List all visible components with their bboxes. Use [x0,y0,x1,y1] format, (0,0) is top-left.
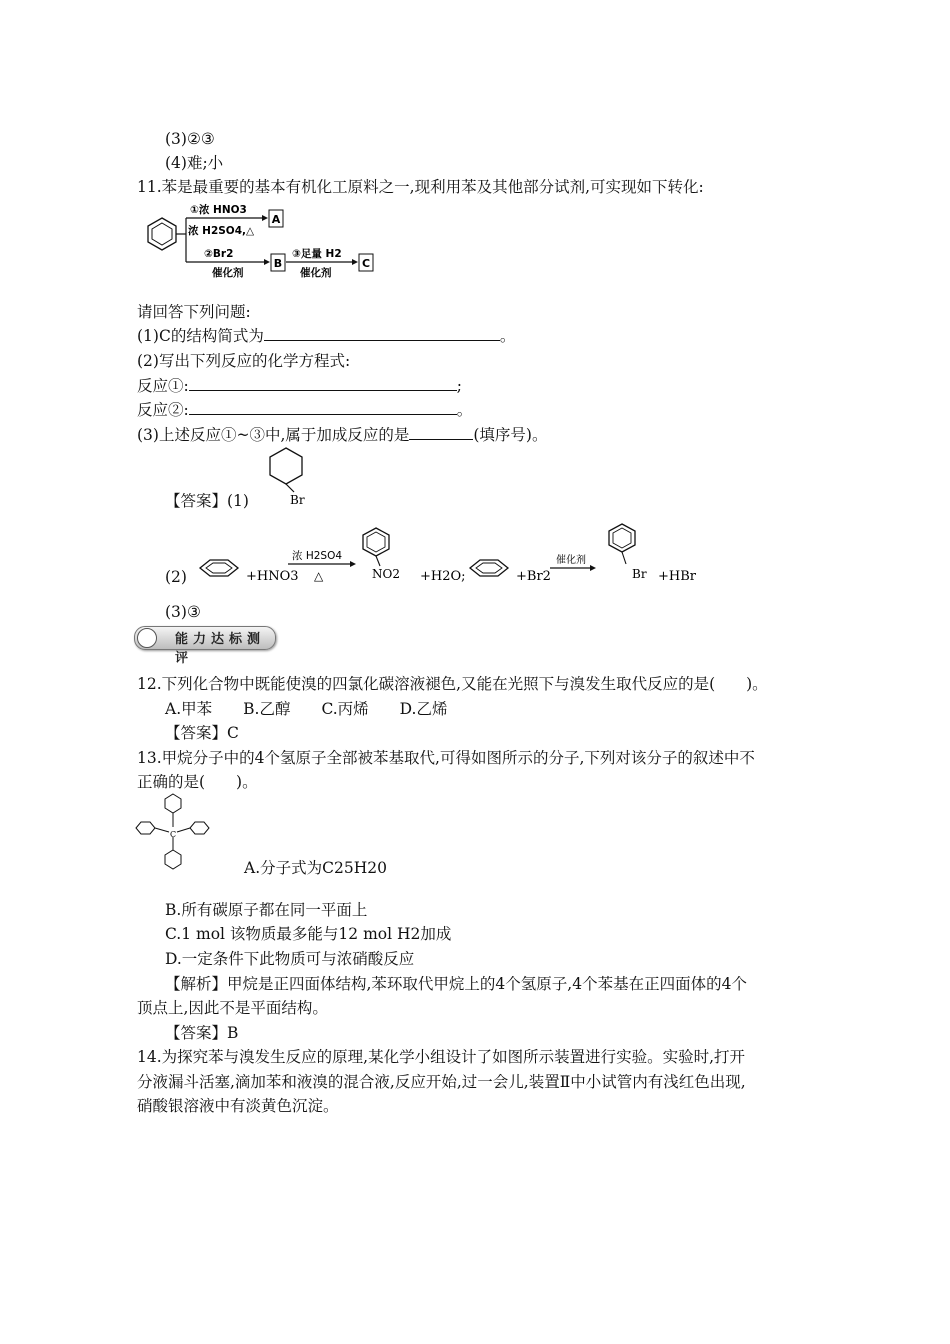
question-14-line3: 硝酸银溶液中有淡黄色沉淀。 [137,1097,339,1115]
answer-blank-addition[interactable] [409,425,473,440]
scheme-step2-bottom: 催化剂 [212,267,244,279]
banner-title: 能力达标测评 [175,632,266,666]
answer-blank-reaction2[interactable] [189,400,457,415]
question-11-part1: (1)C的结构简式为 。 [137,327,516,345]
answer-blank-reaction1[interactable] [189,376,457,391]
answer-13: 【答案】B [165,1024,239,1042]
scheme-box-a: A [271,213,281,226]
answer-11-3: (3)③ [165,603,201,621]
condition-catalyst: 催化剂 [556,555,586,566]
no2-label: NO2 [372,567,400,581]
answer-11-2: (2) [165,568,187,586]
cyclohexane-ring-icon [270,448,302,484]
plus-hno3: +HNO3 [246,569,299,584]
scheme-step1-top: ①浓 HNO3 [190,204,247,216]
plus-hbr: +HBr [658,569,696,584]
plus-br2: +Br2 [516,569,551,584]
scheme-step2-top: ②Br2 [204,248,234,260]
scheme-step3-bottom: 催化剂 [300,267,332,279]
scheme-box-c: C [361,257,371,270]
answer-blank-c[interactable] [264,326,500,341]
question-13-option-c: C.1 mol 该物质最多能与12 mol H2加成 [165,925,452,943]
scheme-step3-top: ③足量 H2 [292,248,342,260]
analysis-13-line1: 【解析】甲烷是正四面体结构,苯环取代甲烷上的4个氢原子,4个苯基在正四面体的4个 [165,975,747,993]
plus-h2o: +H2O; [420,569,466,584]
bromocyclohexane-structure [258,446,318,508]
scheme-box-b: B [273,257,283,270]
answer-12: 【答案】C [165,724,239,742]
central-carbon: C [170,830,177,839]
question-11: 11.苯是最重要的基本有机化工原料之一,现利用苯及其他部分试剂,可实现如下转化: [137,178,704,196]
condition-heat: △ [314,569,324,583]
answer-line-3: (3)②③ [165,130,215,148]
scheme-step1-bottom: 浓 H2SO4,△ [188,225,255,237]
question-11-part3: (3)上述反应①~③中,属于加成反应的是 (填序号)。 [137,426,548,444]
condition-h2so4: 浓 H2SO4 [292,550,343,562]
question-13-line1: 13.甲烷分子中的4个氢原子全部被苯基取代,可得如图所示的分子,下列对该分子的叙述中不 [137,749,755,767]
analysis-13-line2: 顶点上,因此不是平面结构。 [137,999,328,1017]
br-label-2: Br [632,567,647,581]
benzene-ring-icon [165,794,181,813]
benzene-ring-icon [165,850,181,869]
answer-11-equations [190,520,700,590]
question-12-options: A.甲苯 B.乙醇 C.丙烯 D.乙烯 [165,700,448,718]
section-banner [134,626,276,666]
question-14-line1: 14.为探究苯与溴发生反应的原理,某化学小组设计了如图所示装置进行实验。实验时,打开 [137,1048,746,1066]
question-11-reaction1: 反应①: ; [137,377,462,395]
question-11-reaction2: 反应②: 。 [137,401,473,419]
question-13-option-a: A.分子式为C25H20 [244,859,387,877]
answer-11-1: 【答案】(1) [165,492,249,510]
banner-clock-icon [137,628,157,648]
reaction-scheme-11 [134,196,394,280]
br-label: Br [290,493,305,507]
tetraphenylmethane-structure [132,792,216,870]
question-14-line2: 分液漏斗活塞,滴加苯和液溴的混合液,反应开始,过一会儿,装置Ⅱ中小试管内有浅红色出现, [137,1073,746,1091]
question-13-line2: 正确的是( )。 [137,773,258,791]
question-11-part2: (2)写出下列反应的化学方程式: [137,352,351,370]
benzene-ring-icon [190,822,209,834]
benzene-ring-icon [136,822,155,834]
answer-line-4: (4)难;小 [165,154,224,172]
question-13-option-b: B.所有碳原子都在同一平面上 [165,901,368,919]
question-13-option-d: D.一定条件下此物质可与浓硝酸反应 [165,950,415,968]
question-12: 12.下列化合物中既能使溴的四氯化碳溶液褪色,又能在光照下与溴发生取代反应的是( )。 [137,675,768,693]
question-11-intro: 请回答下列问题: [137,303,251,321]
